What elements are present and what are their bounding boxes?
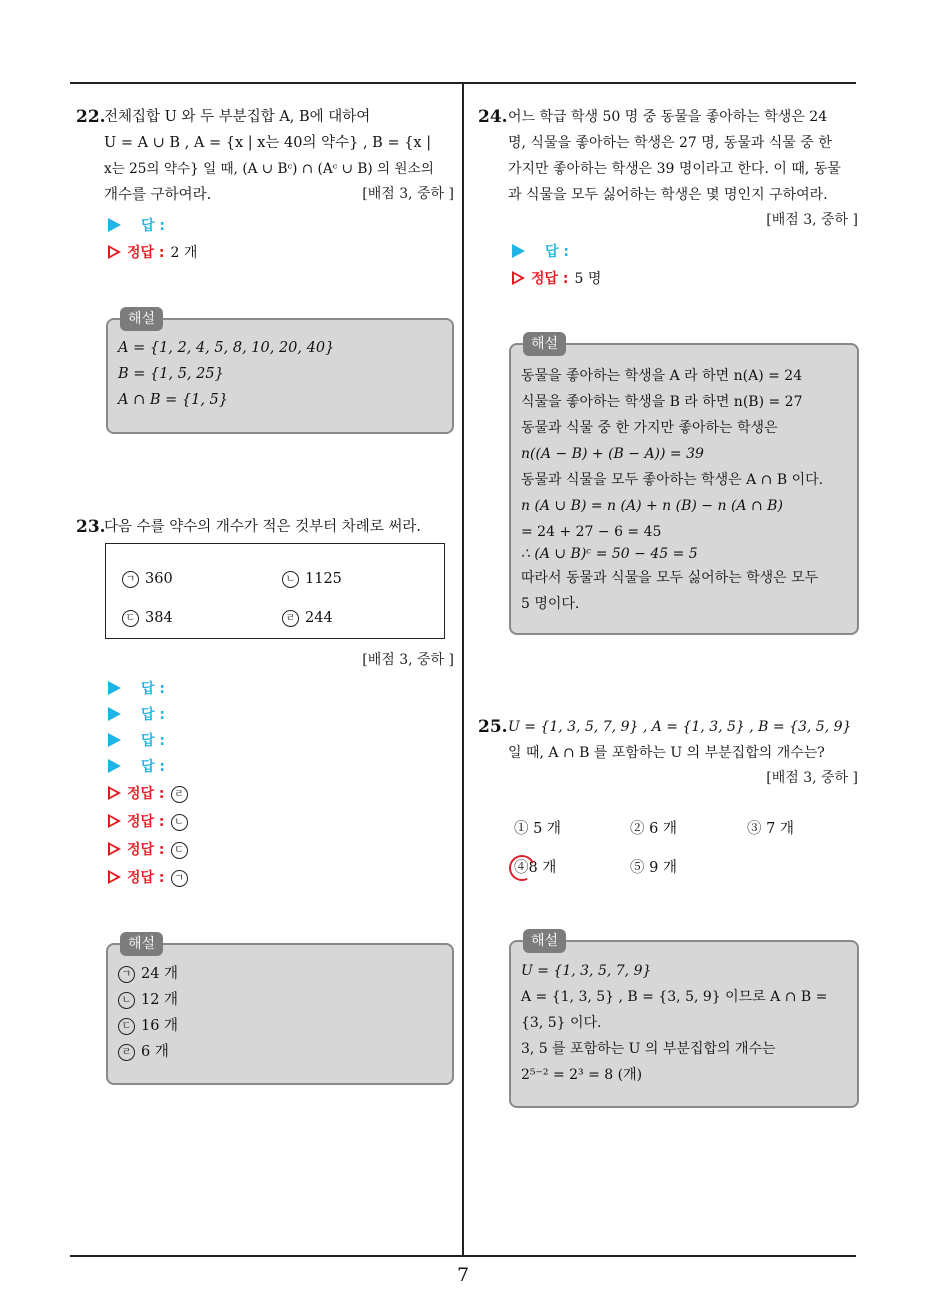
answer-label: 답 :: [141, 681, 165, 697]
solution-line: ㄴ 12 개: [118, 989, 178, 1011]
footer-rule: [70, 1255, 856, 1257]
correct-answer-label: 정답 :: [127, 245, 165, 261]
item-a: ㄱ 360: [122, 568, 173, 590]
question-text-line: 명, 식물을 좋아하는 학생은 27 명, 동물과 식물 중 한: [508, 135, 832, 151]
outline-triangle-icon: [108, 870, 121, 884]
question-number: 23.: [76, 517, 106, 537]
question-text-line: U = {1, 3, 5, 7, 9} , A = {1, 3, 5} , B = {3, 5, 9}: [508, 719, 852, 735]
solution-line: ㄱ 24 개: [118, 963, 178, 985]
correct-answer-value: 2 개: [170, 245, 198, 261]
solution-tag: 해설: [523, 929, 566, 953]
correct-answer-value: 5 명: [574, 271, 602, 287]
item-b: ㄴ 1125: [282, 568, 342, 590]
question-text-line: 과 식물을 모두 싫어하는 학생은 몇 명인지 구하여라.: [508, 187, 828, 203]
solution-line: 3, 5 를 포함하는 U 의 부분집합의 개수는: [521, 1041, 776, 1057]
solution-line: A = {1, 3, 5} , B = {3, 5, 9} 이므로 A ∩ B =: [521, 989, 828, 1005]
correct-answer-label: 정답 :: [127, 786, 165, 802]
solution-line: ㄷ 16 개: [118, 1015, 178, 1037]
question-25: [478, 714, 858, 790]
circled-letter-icon: ㄱ: [171, 870, 188, 887]
play-triangle-icon: [108, 681, 121, 695]
page-number: 7: [456, 1264, 470, 1286]
solution-tag: 해설: [120, 307, 163, 331]
question-number: 25.: [478, 717, 508, 737]
play-triangle-icon: [512, 244, 525, 258]
solution-line: n (A ∪ B) = n (A) + n (B) − n (A ∩ B): [521, 498, 783, 514]
outline-triangle-icon: [108, 786, 121, 800]
question-text-line: x는 25의 약수} 일 때, (A ∪ Bᶜ) ∩ (Aᶜ ∪ B) 의 원소의: [104, 161, 434, 177]
question-text: 다음 수를 약수의 개수가 적은 것부터 차례로 써라.: [104, 519, 422, 535]
score-label: [배점 3, 중하 ]: [766, 212, 858, 228]
score-label: [배점 3, 중하 ]: [362, 652, 454, 668]
question-text-line: 일 때, A ∩ B 를 포함하는 U 의 부분집합의 개수는?: [508, 745, 825, 761]
solution-line: 식물을 좋아하는 학생을 B 라 하면 n(B) = 27: [521, 394, 803, 410]
solution-tag: 해설: [120, 932, 163, 956]
solution-line: ∴ (A ∪ B)ᶜ = 50 − 45 = 5: [521, 546, 698, 562]
outline-triangle-icon: [108, 814, 121, 828]
question-text-line: 어느 학급 학생 50 명 중 동물을 좋아하는 학생은 24: [508, 109, 828, 125]
correct-answer-row: [108, 866, 194, 890]
question-24: [478, 104, 858, 232]
answer-row[interactable]: [108, 677, 165, 701]
answer-row[interactable]: [108, 755, 165, 779]
correct-answer-label: 정답 :: [127, 814, 165, 830]
column-divider: [462, 82, 464, 1256]
choice-3[interactable]: ③ 7 개: [747, 821, 794, 837]
answer-label: 답 :: [141, 733, 165, 749]
circled-letter-icon: ㄷ: [122, 610, 139, 627]
outline-triangle-icon: [512, 271, 525, 285]
outline-triangle-icon: [108, 842, 121, 856]
question-22: [76, 104, 454, 208]
answer-label: 답 :: [141, 218, 165, 234]
question-text-line: U = A ∪ B , A = {x | x는 40의 약수} , B = {x |: [104, 135, 432, 151]
correct-answer-row: [108, 241, 197, 265]
circled-letter-icon: ㄴ: [282, 571, 299, 588]
solution-box: [106, 311, 454, 434]
item-c: ㄷ 384: [122, 607, 173, 629]
play-triangle-icon: [108, 218, 121, 232]
solution-line: B = {1, 5, 25}: [118, 366, 224, 382]
solution-line: n((A − B) + (B − A)) = 39: [521, 446, 704, 462]
solution-line: 동물과 식물을 모두 좋아하는 학생은 A ∩ B 이다.: [521, 472, 824, 488]
question-number: 22.: [76, 107, 106, 127]
circled-letter-icon: ㄷ: [171, 842, 188, 859]
items-box: [105, 543, 445, 639]
item-d: ㄹ 244: [282, 607, 333, 629]
solution-line: {3, 5} 이다.: [521, 1015, 602, 1031]
correct-answer-row: [108, 810, 194, 834]
circled-letter-icon: ㄴ: [118, 992, 135, 1009]
solution-line: 동물과 식물 중 한 가지만 좋아하는 학생은: [521, 420, 778, 436]
question-23: [76, 514, 454, 540]
circled-letter-icon: ㄹ: [118, 1044, 135, 1061]
answer-label: 답 :: [545, 244, 569, 260]
play-triangle-icon: [108, 733, 121, 747]
play-triangle-icon: [108, 759, 121, 773]
choice-2[interactable]: ② 6 개: [630, 821, 677, 837]
solution-line: 2⁵⁻² = 2³ = 8 (개): [521, 1067, 643, 1083]
outline-triangle-icon: [108, 245, 121, 259]
circled-letter-icon: ㄹ: [282, 610, 299, 627]
circled-letter-icon: ㄴ: [171, 814, 188, 831]
answer-row[interactable]: [512, 240, 569, 264]
score-label: [배점 3, 중하 ]: [766, 770, 858, 786]
solution-line: U = {1, 3, 5, 7, 9}: [521, 963, 652, 979]
solution-tag: 해설: [523, 332, 566, 356]
correct-answer-label: 정답 :: [127, 842, 165, 858]
solution-line: ㄹ 6 개: [118, 1041, 169, 1063]
question-text-line: 가지만 좋아하는 학생은 39 명이라고 한다. 이 때, 동물: [508, 161, 841, 177]
solution-box: [509, 933, 859, 1108]
circled-letter-icon: ㄱ: [118, 966, 135, 983]
solution-line: 5 명이다.: [521, 596, 580, 612]
solution-box: [106, 936, 454, 1085]
correct-answer-row: [108, 838, 194, 862]
circled-letter-icon: ㄹ: [171, 786, 188, 803]
score-label: [배점 3, 중하 ]: [362, 186, 454, 202]
question-text-line: 개수를 구하여라.: [104, 187, 212, 203]
solution-line: 따라서 동물과 식물을 모두 싫어하는 학생은 모두: [521, 570, 819, 586]
correct-answer-label: 정답 :: [531, 271, 569, 287]
answer-label: 답 :: [141, 759, 165, 775]
circled-letter-icon: ㄷ: [118, 1018, 135, 1035]
answer-row[interactable]: [108, 214, 165, 238]
solution-line: 동물을 좋아하는 학생을 A 라 하면 n(A) = 24: [521, 368, 803, 384]
choice-1[interactable]: ① 5 개: [514, 821, 561, 837]
correct-answer-row: [108, 782, 194, 806]
circled-letter-icon: ㄱ: [122, 571, 139, 588]
solution-line: A = {1, 2, 4, 5, 8, 10, 20, 40}: [118, 340, 335, 356]
play-triangle-icon: [108, 707, 121, 721]
choice-4[interactable]: ④8 개: [514, 860, 557, 876]
correct-answer-label: 정답 :: [127, 870, 165, 886]
question-number: 24.: [478, 107, 508, 127]
correct-answer-row: [512, 267, 601, 291]
choice-5[interactable]: ⑤ 9 개: [630, 860, 677, 876]
solution-line: A ∩ B = {1, 5}: [118, 392, 228, 408]
answer-row[interactable]: [108, 729, 165, 753]
solution-line: = 24 + 27 − 6 = 45: [521, 524, 662, 540]
answer-label: 답 :: [141, 707, 165, 723]
question-text-line: 전체집합 U 와 두 부분집합 A, B에 대하여: [104, 109, 371, 125]
answer-row[interactable]: [108, 703, 165, 727]
solution-box: [509, 336, 859, 635]
